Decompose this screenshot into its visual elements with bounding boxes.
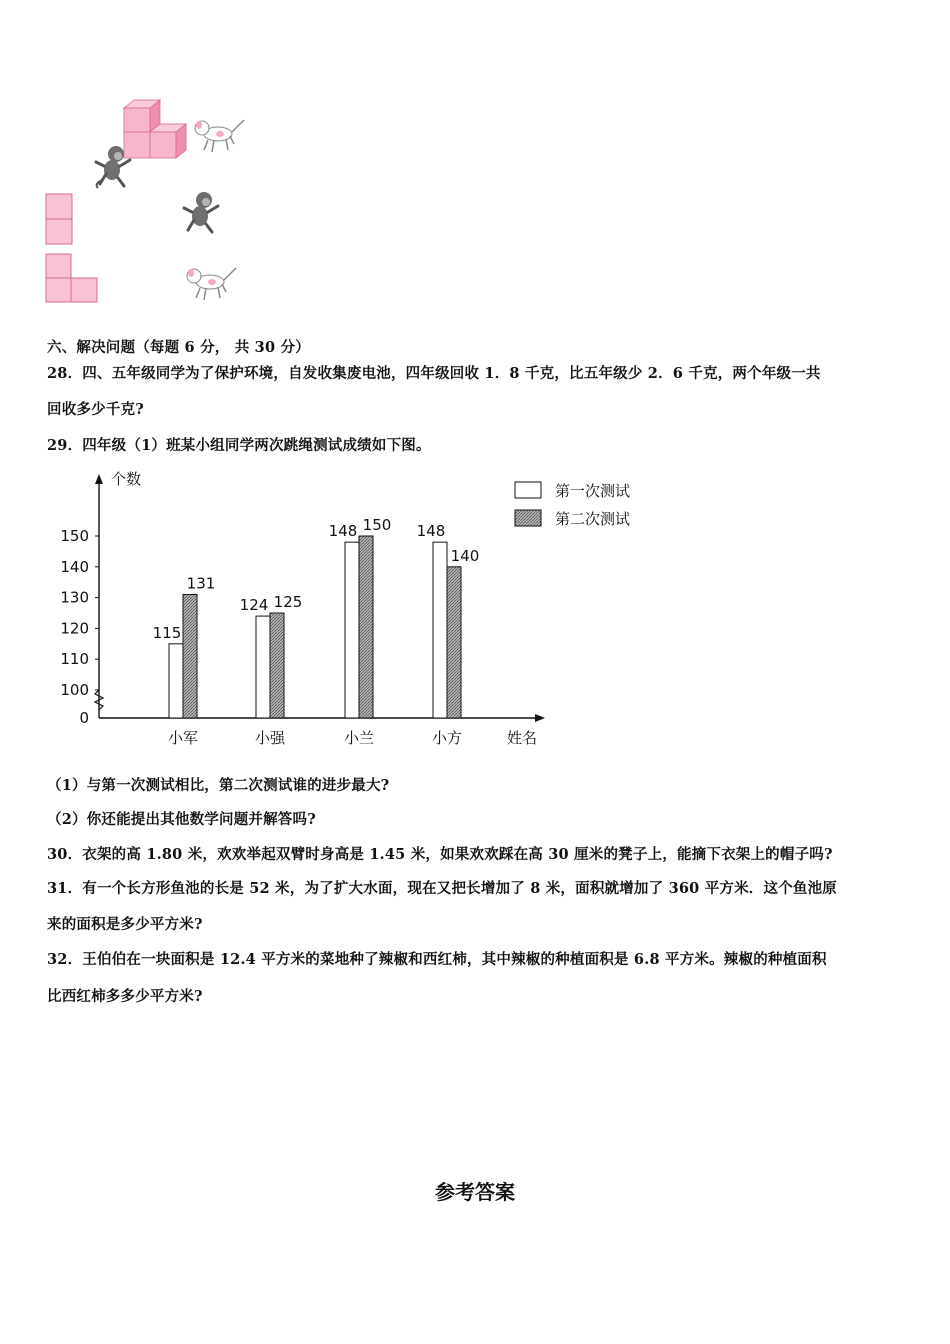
bar-value-label: 131 [186, 574, 216, 593]
bar-value-label: 115 [152, 623, 182, 642]
side-view-option [46, 254, 97, 302]
dog-icon [195, 120, 244, 152]
front-view-option [46, 194, 72, 244]
bar-second-test [447, 567, 461, 718]
x-category-label: 小强 [254, 729, 286, 747]
dog-icon [187, 268, 236, 300]
y-tick-label: 130 [60, 588, 89, 607]
x-category-label: 小军 [167, 729, 199, 747]
bar-value-label: 148 [416, 522, 446, 541]
question-29: 29．四年级（1）班某小组同学两次跳绳测试成绩如下图。 [47, 437, 431, 454]
question-28-line1: 28．四、五年级同学为了保护环境，自发收集废电池，四年级回收 1．8 千克，比五年级少 2．6 千克，两个年级一共 [47, 365, 821, 382]
answers-title: 参考答案 [435, 1180, 515, 1204]
bar-second-test [359, 536, 373, 718]
y-axis-arrow [95, 474, 103, 484]
bar-second-test [270, 613, 284, 718]
bar-first-test [169, 644, 183, 718]
cube-figure [40, 92, 260, 312]
bar-first-test [256, 616, 270, 718]
x-category-label: 小方 [431, 729, 463, 747]
section-heading: 六、解决问题（每题 6 分， 共 30 分） [47, 339, 310, 356]
y-axis-label: 个数 [111, 470, 142, 488]
question-29-sub1: （1）与第一次测试相比，第二次测试谁的进步最大? [47, 777, 390, 794]
y-tick-label: 120 [60, 619, 89, 638]
bar-first-test [433, 542, 447, 718]
bar-value-label: 140 [450, 546, 480, 565]
y-tick-label: 0 [79, 709, 89, 727]
monkey-icon [184, 192, 218, 232]
question-31-line2: 来的面积是多少平方米? [47, 916, 203, 933]
question-32-line1: 32．王伯伯在一块面积是 12.4 平方米的菜地种了辣椒和西红柿，其中辣椒的种植面积是 6.8 平方米。辣椒的种植面积 [47, 951, 827, 968]
question-29-sub2: （2）你还能提出其他数学问题并解答吗? [47, 811, 316, 828]
bar-value-label: 150 [362, 516, 392, 534]
question-28-line2: 回收多少千克? [47, 401, 144, 418]
x-axis-arrow [535, 714, 545, 722]
question-30: 30．衣架的高 1.80 米，欢欢举起双臂时身高是 1.45 米，如果欢欢踩在高 30 厘米的凳子上，能摘下衣架上的帽子吗? [47, 846, 833, 863]
x-axis-label: 姓名 [507, 729, 538, 747]
bar-first-test [345, 542, 359, 718]
bar-second-test [183, 595, 197, 718]
legend-label-first: 第一次测试 [555, 482, 631, 500]
x-category-label: 小兰 [343, 729, 375, 747]
bar-value-label: 124 [239, 596, 269, 615]
cube-figure-svg [40, 92, 260, 312]
legend [515, 482, 630, 528]
jump-rope-chart [55, 464, 675, 754]
bar-value-label: 148 [328, 522, 358, 541]
question-32-line2: 比西红柿多多少平方米? [47, 988, 203, 1005]
legend-label-second: 第二次测试 [555, 510, 631, 528]
legend-swatch-first [515, 482, 541, 498]
question-31-line1: 31．有一个长方形鱼池的长是 52 米，为了扩大水面，现在又把长增加了 8 米，面积就增加了 360 平方米．这个鱼池原 [47, 880, 837, 897]
legend-swatch-second [515, 510, 541, 526]
bar-value-label: 125 [273, 593, 303, 611]
y-tick-label: 140 [60, 557, 89, 576]
y-tick-label: 100 [60, 681, 89, 699]
chart-svg [55, 464, 675, 754]
cube-3d [124, 100, 186, 158]
y-tick-label: 150 [60, 527, 89, 545]
y-tick-label: 110 [60, 650, 89, 669]
